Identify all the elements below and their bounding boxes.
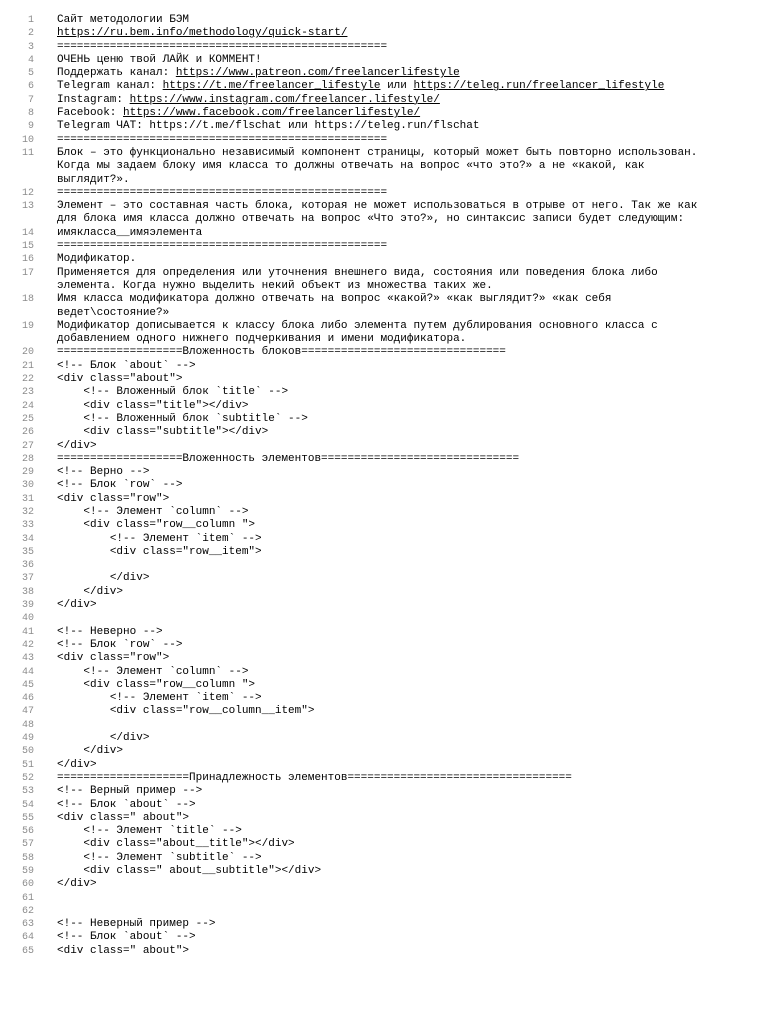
text-line[interactable] — [0, 320, 768, 347]
line-text: <!-- Элемент `item` --> — [57, 692, 262, 705]
text-line[interactable] — [0, 732, 768, 745]
line-text: Модификатор дописывается к классу блока либо элемента путем дублирования основного класса с добавлением одного нижнего подчеркивания и имени модификатора. — [57, 319, 665, 346]
line-text: ====================Принадлежность элементов================================== — [57, 771, 572, 784]
line-number: 55 — [21, 812, 34, 824]
text-line[interactable] — [0, 599, 768, 612]
line-number: 32 — [21, 506, 34, 518]
line-number: 43 — [21, 653, 34, 665]
line-number: 17 — [21, 267, 34, 279]
text-line[interactable] — [0, 240, 768, 253]
text-line[interactable] — [0, 134, 768, 147]
line-content — [57, 14, 768, 27]
line-text: Instagram: — [57, 93, 130, 106]
text-line[interactable] — [0, 705, 768, 718]
line-text: ================================================== — [57, 186, 388, 199]
line-content — [57, 852, 768, 865]
text-line[interactable] — [0, 626, 768, 639]
line-text: </div> — [57, 572, 150, 585]
line-text: <!-- Неверно --> — [57, 625, 163, 638]
line-text: <!-- Блок `about` --> — [57, 798, 196, 811]
line-content — [57, 546, 768, 559]
line-number: 45 — [21, 679, 34, 691]
line-number: 56 — [21, 826, 34, 838]
line-text: <!-- Элемент `title` --> — [57, 825, 242, 838]
line-content — [57, 200, 768, 227]
line-text: ===================Вложенность элементов============================== — [57, 452, 520, 465]
line-text: ОЧЕНЬ ценю твой ЛАЙК и КОММЕНТ! — [57, 53, 262, 66]
text-line[interactable] — [0, 679, 768, 692]
text-line[interactable] — [0, 54, 768, 67]
url-link[interactable]: https://www.patreon.com/freelancerlifestyle — [175, 67, 460, 80]
line-number: 28 — [21, 453, 34, 465]
line-content — [57, 785, 768, 798]
line-number: 50 — [21, 746, 34, 758]
text-line[interactable] — [0, 227, 768, 240]
line-content — [57, 147, 768, 187]
line-content — [57, 293, 768, 320]
text-line[interactable] — [0, 785, 768, 798]
line-text: </div> — [57, 599, 97, 612]
text-line[interactable] — [0, 41, 768, 54]
line-content — [57, 679, 768, 692]
line-text: <!-- Блок `row` --> — [57, 638, 183, 651]
line-number: 3 — [27, 41, 34, 53]
text-line[interactable] — [0, 945, 768, 958]
line-text: <div class="row__item"> — [57, 545, 262, 558]
line-number: 1 — [27, 15, 34, 26]
line-text: <!-- Верный пример --> — [57, 785, 203, 798]
line-text: <div class=" about"> — [57, 944, 190, 957]
line-content — [57, 413, 768, 426]
line-content — [57, 120, 768, 133]
line-content — [57, 666, 768, 679]
line-number: 15 — [21, 241, 34, 253]
text-line[interactable] — [0, 878, 768, 891]
line-content — [57, 346, 768, 359]
line-number: 60 — [21, 879, 34, 891]
line-number: 24 — [21, 400, 34, 412]
line-content — [57, 865, 768, 878]
line-content — [57, 639, 768, 652]
line-number: 58 — [21, 852, 34, 864]
line-number: 10 — [21, 134, 34, 146]
text-line[interactable] — [0, 652, 768, 665]
line-content — [57, 493, 768, 506]
line-number: 12 — [21, 187, 34, 199]
text-line[interactable] — [0, 293, 768, 320]
text-document[interactable] — [0, 14, 768, 958]
line-text: <div class="row"> — [57, 492, 170, 505]
line-text: Facebook: — [57, 107, 124, 120]
line-content — [57, 878, 768, 891]
line-text: </div> — [57, 585, 124, 598]
line-text: ================================================== — [57, 40, 388, 53]
line-number: 25 — [21, 413, 34, 425]
line-text: <!-- Вложенный блок `title` --> — [57, 386, 289, 399]
line-text: <div class="row__column__item"> — [57, 705, 315, 718]
text-line[interactable] — [0, 67, 768, 80]
line-content — [57, 360, 768, 373]
text-line[interactable] — [0, 187, 768, 200]
line-text: <!-- Неверный пример --> — [57, 918, 216, 931]
line-content — [57, 559, 768, 572]
line-content — [57, 533, 768, 546]
line-number: 18 — [21, 294, 34, 306]
line-content — [57, 719, 768, 732]
line-number: 14 — [21, 227, 34, 239]
line-number: 34 — [21, 533, 34, 545]
line-text: <!-- Вложенный блок `subtitle` --> — [57, 412, 308, 425]
line-content — [57, 253, 768, 266]
line-number: 40 — [21, 613, 34, 625]
line-number: 20 — [21, 347, 34, 359]
line-content — [57, 905, 768, 918]
line-number: 63 — [21, 919, 34, 931]
line-content — [57, 94, 768, 107]
line-content — [57, 54, 768, 67]
line-content — [57, 240, 768, 253]
line-text: <div class="subtitle"></div> — [57, 426, 269, 439]
line-text: ================================================== — [57, 240, 388, 253]
text-line[interactable] — [0, 918, 768, 931]
line-number: 59 — [21, 866, 34, 877]
text-line[interactable] — [0, 120, 768, 133]
line-text: <!-- Верно --> — [57, 466, 150, 479]
text-line[interactable] — [0, 373, 768, 386]
line-content — [57, 692, 768, 705]
line-number: 57 — [21, 839, 34, 851]
line-text: </div> — [57, 758, 97, 771]
text-line[interactable] — [0, 94, 768, 107]
line-text: имякласса__имяэлемента — [57, 226, 203, 239]
text-line[interactable] — [0, 666, 768, 679]
line-content — [57, 745, 768, 758]
text-line[interactable] — [0, 838, 768, 851]
line-number: 22 — [21, 374, 34, 386]
line-number: 51 — [21, 759, 34, 771]
line-text: Блок – это функционально независимый компонент страницы, который может быть повторно использован. Когда мы задаем блоку имя класса то должны отвечать на вопрос «что это?» а не «какой, как выглядит?». — [57, 146, 704, 186]
line-number: 26 — [21, 427, 34, 439]
text-line[interactable] — [0, 80, 768, 93]
line-content — [57, 134, 768, 147]
line-content — [57, 80, 768, 93]
line-content — [57, 838, 768, 851]
line-content — [57, 652, 768, 665]
line-number: 5 — [27, 68, 34, 80]
text-line[interactable] — [0, 559, 768, 572]
text-line[interactable] — [0, 825, 768, 838]
text-line[interactable] — [0, 147, 768, 187]
line-text: <div class="row"> — [57, 652, 170, 665]
line-text: Применяется для определения или уточнения внешнего вида, состояния или поведения блока либо элемента. Когда нужно выделить некий объект из множества таких же. — [57, 266, 665, 292]
line-number: 11 — [21, 147, 34, 159]
text-line[interactable] — [0, 413, 768, 426]
line-text: Telegram канал: — [57, 80, 163, 93]
line-number: 13 — [21, 201, 34, 213]
line-number: 38 — [21, 586, 34, 598]
text-line[interactable] — [0, 200, 768, 227]
line-number: 42 — [21, 639, 34, 651]
text-line[interactable] — [0, 506, 768, 519]
line-number: 44 — [21, 666, 34, 678]
line-text: Элемент – это составная часть блока, которая не может использоваться в отрыве от него. Так же как для блока имя класса должно отвечать на вопрос «Что это?», но синтаксис записи будет следующим: — [57, 200, 704, 226]
line-number: 36 — [21, 560, 34, 572]
text-line[interactable] — [0, 692, 768, 705]
line-text: <!-- Элемент `column` --> — [57, 665, 249, 678]
line-number: 62 — [21, 905, 34, 917]
text-line[interactable] — [0, 360, 768, 373]
text-line[interactable] — [0, 639, 768, 652]
line-number: 16 — [21, 254, 34, 266]
line-text: Telegram ЧАТ: https://t.me/flschat или https://teleg.run/flschat — [57, 120, 480, 133]
line-number: 30 — [21, 480, 34, 492]
url-link[interactable]: https://www.instagram.com/freelancer.lifestyle/ — [129, 93, 440, 106]
text-line[interactable] — [0, 892, 768, 905]
text-line[interactable] — [0, 719, 768, 732]
line-number: 61 — [21, 892, 34, 904]
line-text: <div class="about__title"></div> — [57, 838, 295, 851]
line-text: <div class="row__column "> — [57, 678, 256, 691]
line-text: <div class=" about"> — [57, 811, 190, 824]
text-line[interactable] — [0, 572, 768, 585]
line-content — [57, 107, 768, 120]
line-number: 33 — [21, 520, 34, 532]
text-line[interactable] — [0, 586, 768, 599]
line-number: 29 — [21, 467, 34, 479]
line-text: <!-- Элемент `item` --> — [57, 532, 262, 545]
line-text: <!-- Блок `about` --> — [57, 359, 196, 372]
text-line[interactable] — [0, 426, 768, 439]
line-number: 64 — [21, 932, 34, 944]
line-content — [57, 519, 768, 532]
line-content — [57, 825, 768, 838]
line-text: </div> — [57, 878, 97, 891]
line-number: 6 — [27, 81, 34, 93]
text-line[interactable] — [0, 400, 768, 413]
line-content — [57, 612, 768, 625]
line-text: <!-- Блок `row` --> — [57, 479, 183, 492]
line-text: <!-- Элемент `column` --> — [57, 505, 249, 518]
text-line[interactable] — [0, 852, 768, 865]
line-content — [57, 320, 768, 347]
line-number: 21 — [21, 360, 34, 372]
text-line[interactable] — [0, 745, 768, 758]
line-content — [57, 466, 768, 479]
line-text: ================================================== — [57, 133, 388, 146]
text-line[interactable] — [0, 453, 768, 466]
line-number: 4 — [27, 54, 34, 66]
line-content — [57, 453, 768, 466]
text-line[interactable] — [0, 14, 768, 27]
line-number: 23 — [21, 387, 34, 399]
line-content — [57, 918, 768, 931]
text-line[interactable] — [0, 107, 768, 120]
line-number: 48 — [21, 719, 34, 731]
line-content — [57, 586, 768, 599]
text-line[interactable] — [0, 493, 768, 506]
text-line[interactable] — [0, 346, 768, 359]
text-line[interactable] — [0, 865, 768, 878]
line-content — [57, 772, 768, 785]
line-number: 31 — [21, 493, 34, 505]
line-text: <div class="about"> — [57, 373, 183, 386]
line-number: 8 — [27, 108, 34, 120]
text-line[interactable] — [0, 267, 768, 294]
line-number: 19 — [21, 320, 34, 332]
line-text: Модификатор. — [57, 253, 137, 266]
line-content — [57, 945, 768, 958]
line-number: 46 — [21, 693, 34, 705]
line-number: 27 — [21, 440, 34, 452]
line-text: <!-- Блок `about` --> — [57, 931, 196, 944]
line-text: <div class=" about__subtitle"></div> — [57, 865, 322, 877]
line-content — [57, 227, 768, 240]
line-number: 52 — [21, 772, 34, 784]
line-text: </div> — [57, 732, 150, 745]
text-line[interactable] — [0, 533, 768, 546]
line-content — [57, 626, 768, 639]
line-content — [57, 506, 768, 519]
text-line[interactable] — [0, 612, 768, 625]
line-text: <!-- Элемент `subtitle` --> — [57, 851, 262, 864]
line-content — [57, 373, 768, 386]
line-content — [57, 41, 768, 54]
text-line[interactable] — [0, 931, 768, 944]
line-number: 35 — [21, 546, 34, 558]
line-content — [57, 812, 768, 825]
url-link[interactable]: https://t.me/freelancer_lifestyle — [162, 80, 381, 93]
line-content — [57, 759, 768, 772]
line-text: или — [380, 80, 414, 93]
text-line[interactable] — [0, 27, 768, 40]
line-number: 54 — [21, 799, 34, 811]
line-number: 65 — [21, 945, 34, 957]
text-line[interactable] — [0, 905, 768, 918]
line-content — [57, 799, 768, 812]
line-content — [57, 732, 768, 745]
text-line[interactable] — [0, 799, 768, 812]
url-link[interactable]: https://ru.bem.info/methodology/quick-start/ — [57, 27, 348, 40]
line-content — [57, 599, 768, 612]
line-number: 47 — [21, 706, 34, 718]
text-line[interactable] — [0, 440, 768, 453]
line-number: 41 — [21, 626, 34, 638]
line-content — [57, 931, 768, 944]
line-content — [57, 440, 768, 453]
line-number: 39 — [21, 600, 34, 612]
line-text: <div class="title"></div> — [57, 399, 249, 412]
text-line[interactable] — [0, 772, 768, 785]
line-text: Поддержать канал: — [57, 67, 176, 80]
text-line[interactable] — [0, 386, 768, 399]
text-line[interactable] — [0, 519, 768, 532]
line-content — [57, 892, 768, 905]
text-line[interactable] — [0, 479, 768, 492]
line-text: <div class="row__column "> — [57, 519, 256, 532]
text-line[interactable] — [0, 546, 768, 559]
line-content — [57, 386, 768, 399]
line-content — [57, 267, 768, 294]
line-content — [57, 27, 768, 40]
text-line[interactable] — [0, 253, 768, 266]
line-content — [57, 705, 768, 718]
line-number: 37 — [21, 573, 34, 585]
text-line[interactable] — [0, 466, 768, 479]
line-text: Сайт методологии БЭМ — [57, 14, 190, 26]
line-number: 2 — [27, 28, 34, 40]
line-text: Имя класса модификатора должно отвечать на вопрос «какой?» «как выглядит?» «как себя ведет\состояние?» — [57, 293, 619, 319]
line-content — [57, 572, 768, 585]
url-link[interactable]: https://teleg.run/freelancer_lifestyle — [413, 80, 665, 93]
line-number: 9 — [27, 121, 34, 133]
line-number: 49 — [21, 733, 34, 745]
line-number: 7 — [27, 94, 34, 106]
line-content — [57, 67, 768, 80]
text-line[interactable] — [0, 812, 768, 825]
line-text: </div> — [57, 745, 124, 758]
line-content — [57, 426, 768, 439]
line-content — [57, 479, 768, 492]
line-text: ===================Вложенность блоков=============================== — [57, 346, 506, 359]
line-number: 53 — [21, 786, 34, 798]
url-link[interactable]: https://www.facebook.com/freelancerlifestyle/ — [123, 107, 421, 120]
text-line[interactable] — [0, 759, 768, 772]
line-content — [57, 400, 768, 413]
line-text: </div> — [57, 439, 97, 452]
line-content — [57, 187, 768, 200]
